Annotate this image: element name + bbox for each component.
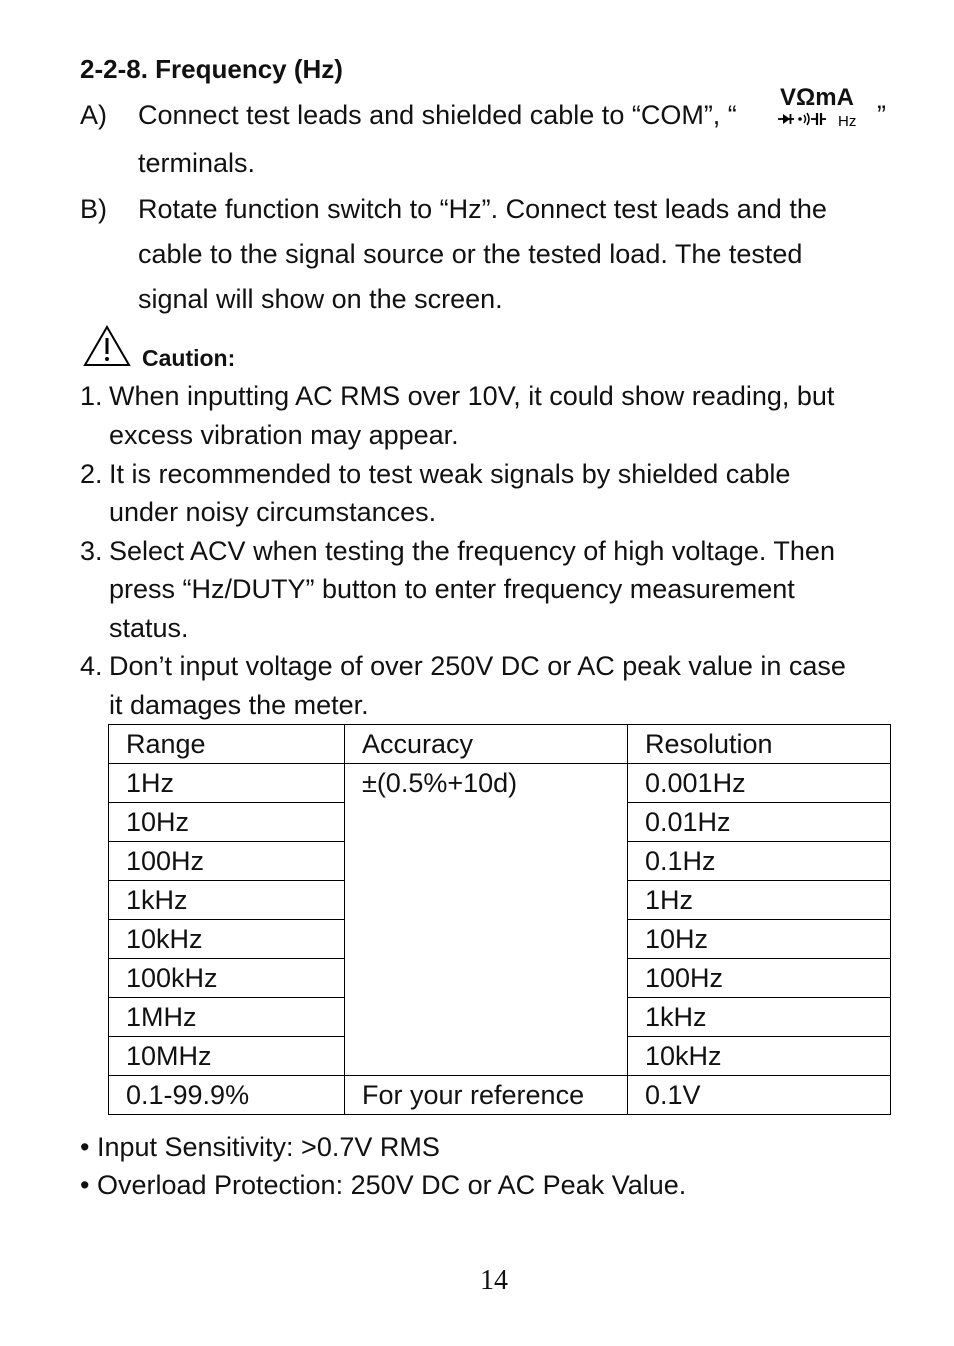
- terminal-hz-text: Hz: [838, 113, 857, 127]
- step-b-line-1: Rotate function switch to “Hz”. Connect test leads and the: [138, 194, 827, 224]
- caution-3-line-3: status.: [109, 613, 189, 643]
- input-sensitivity-note: • Input Sensitivity: >0.7V RMS: [80, 1132, 440, 1162]
- resolution-cell: 1kHz: [628, 998, 891, 1037]
- table-header-row: [109, 725, 891, 764]
- resolution-cell: 1Hz: [628, 881, 891, 920]
- warning-triangle-icon: [83, 324, 131, 368]
- diode-icon: [778, 114, 794, 124]
- caution-4-number: 4.: [80, 651, 103, 681]
- terminal-function-icons: [778, 111, 862, 127]
- resolution-cell: 100Hz: [628, 959, 891, 998]
- accuracy-cell: ±(0.5%+10d): [345, 764, 628, 1076]
- step-b-line-3: signal will show on the screen.: [138, 284, 503, 314]
- caution-1-number: 1.: [80, 381, 103, 411]
- capacitor-icon: [811, 113, 826, 125]
- caution-2-line-1: It is recommended to test weak signals by shielded cable: [109, 459, 791, 489]
- caution-label: Caution:: [142, 345, 236, 371]
- resolution-cell: 10kHz: [628, 1037, 891, 1076]
- range-cell: 0.1-99.9%: [109, 1076, 345, 1115]
- accuracy-cell: For your reference: [345, 1076, 628, 1115]
- continuity-icon: [798, 113, 809, 125]
- range-cell: 100kHz: [109, 959, 345, 998]
- range-cell: 1kHz: [109, 881, 345, 920]
- step-a-letter: A): [80, 100, 107, 130]
- step-a-line-2: terminals.: [138, 148, 256, 178]
- terminal-symbol: [772, 84, 888, 130]
- caution-3-line-1: Select ACV when testing the frequency of high voltage. Then: [109, 536, 835, 566]
- range-cell: 1MHz: [109, 998, 345, 1037]
- caution-2-line-2: under noisy circumstances.: [109, 497, 437, 527]
- step-a-closing-quote: ”: [877, 100, 886, 130]
- range-cell: 10MHz: [109, 1037, 345, 1076]
- header-range: Range: [109, 725, 345, 764]
- overload-protection-note: • Overload Protection: 250V DC or AC Peak Value.: [80, 1170, 687, 1200]
- caution-3-line-2: press “Hz/DUTY” button to enter frequency measurement: [109, 574, 795, 604]
- caution-2-number: 2.: [80, 459, 103, 489]
- caution-4-line-2: it damages the meter.: [109, 690, 369, 720]
- range-cell: 10kHz: [109, 920, 345, 959]
- section-heading: 2-2-8. Frequency (Hz): [80, 54, 343, 84]
- caution-4-line-1: Don’t input voltage of over 250V DC or AC peak value in case: [109, 651, 846, 681]
- step-a-line-1: Connect test leads and shielded cable to “COM”, “: [138, 100, 737, 130]
- step-b-line-2: cable to the signal source or the tested load. The tested: [138, 239, 803, 269]
- terminal-symbol-label: VΩmA: [780, 84, 854, 111]
- resolution-cell: 0.1Hz: [628, 842, 891, 881]
- resolution-cell: 10Hz: [628, 920, 891, 959]
- page-number: 14: [480, 1265, 508, 1296]
- table-row: [109, 764, 891, 803]
- frequency-spec-table: [108, 724, 891, 1115]
- range-cell: 10Hz: [109, 803, 345, 842]
- table-row: [109, 1076, 891, 1115]
- range-cell: 100Hz: [109, 842, 345, 881]
- resolution-cell: 0.01Hz: [628, 803, 891, 842]
- resolution-cell: 0.001Hz: [628, 764, 891, 803]
- header-resolution: Resolution: [628, 725, 891, 764]
- range-cell: 1Hz: [109, 764, 345, 803]
- header-accuracy: Accuracy: [345, 725, 628, 764]
- caution-1-line-1: When inputting AC RMS over 10V, it could show reading, but: [109, 381, 835, 411]
- caution-3-number: 3.: [80, 536, 103, 566]
- step-b-letter: B): [80, 194, 107, 224]
- resolution-cell: 0.1V: [628, 1076, 891, 1115]
- caution-1-line-2: excess vibration may appear.: [109, 420, 459, 450]
